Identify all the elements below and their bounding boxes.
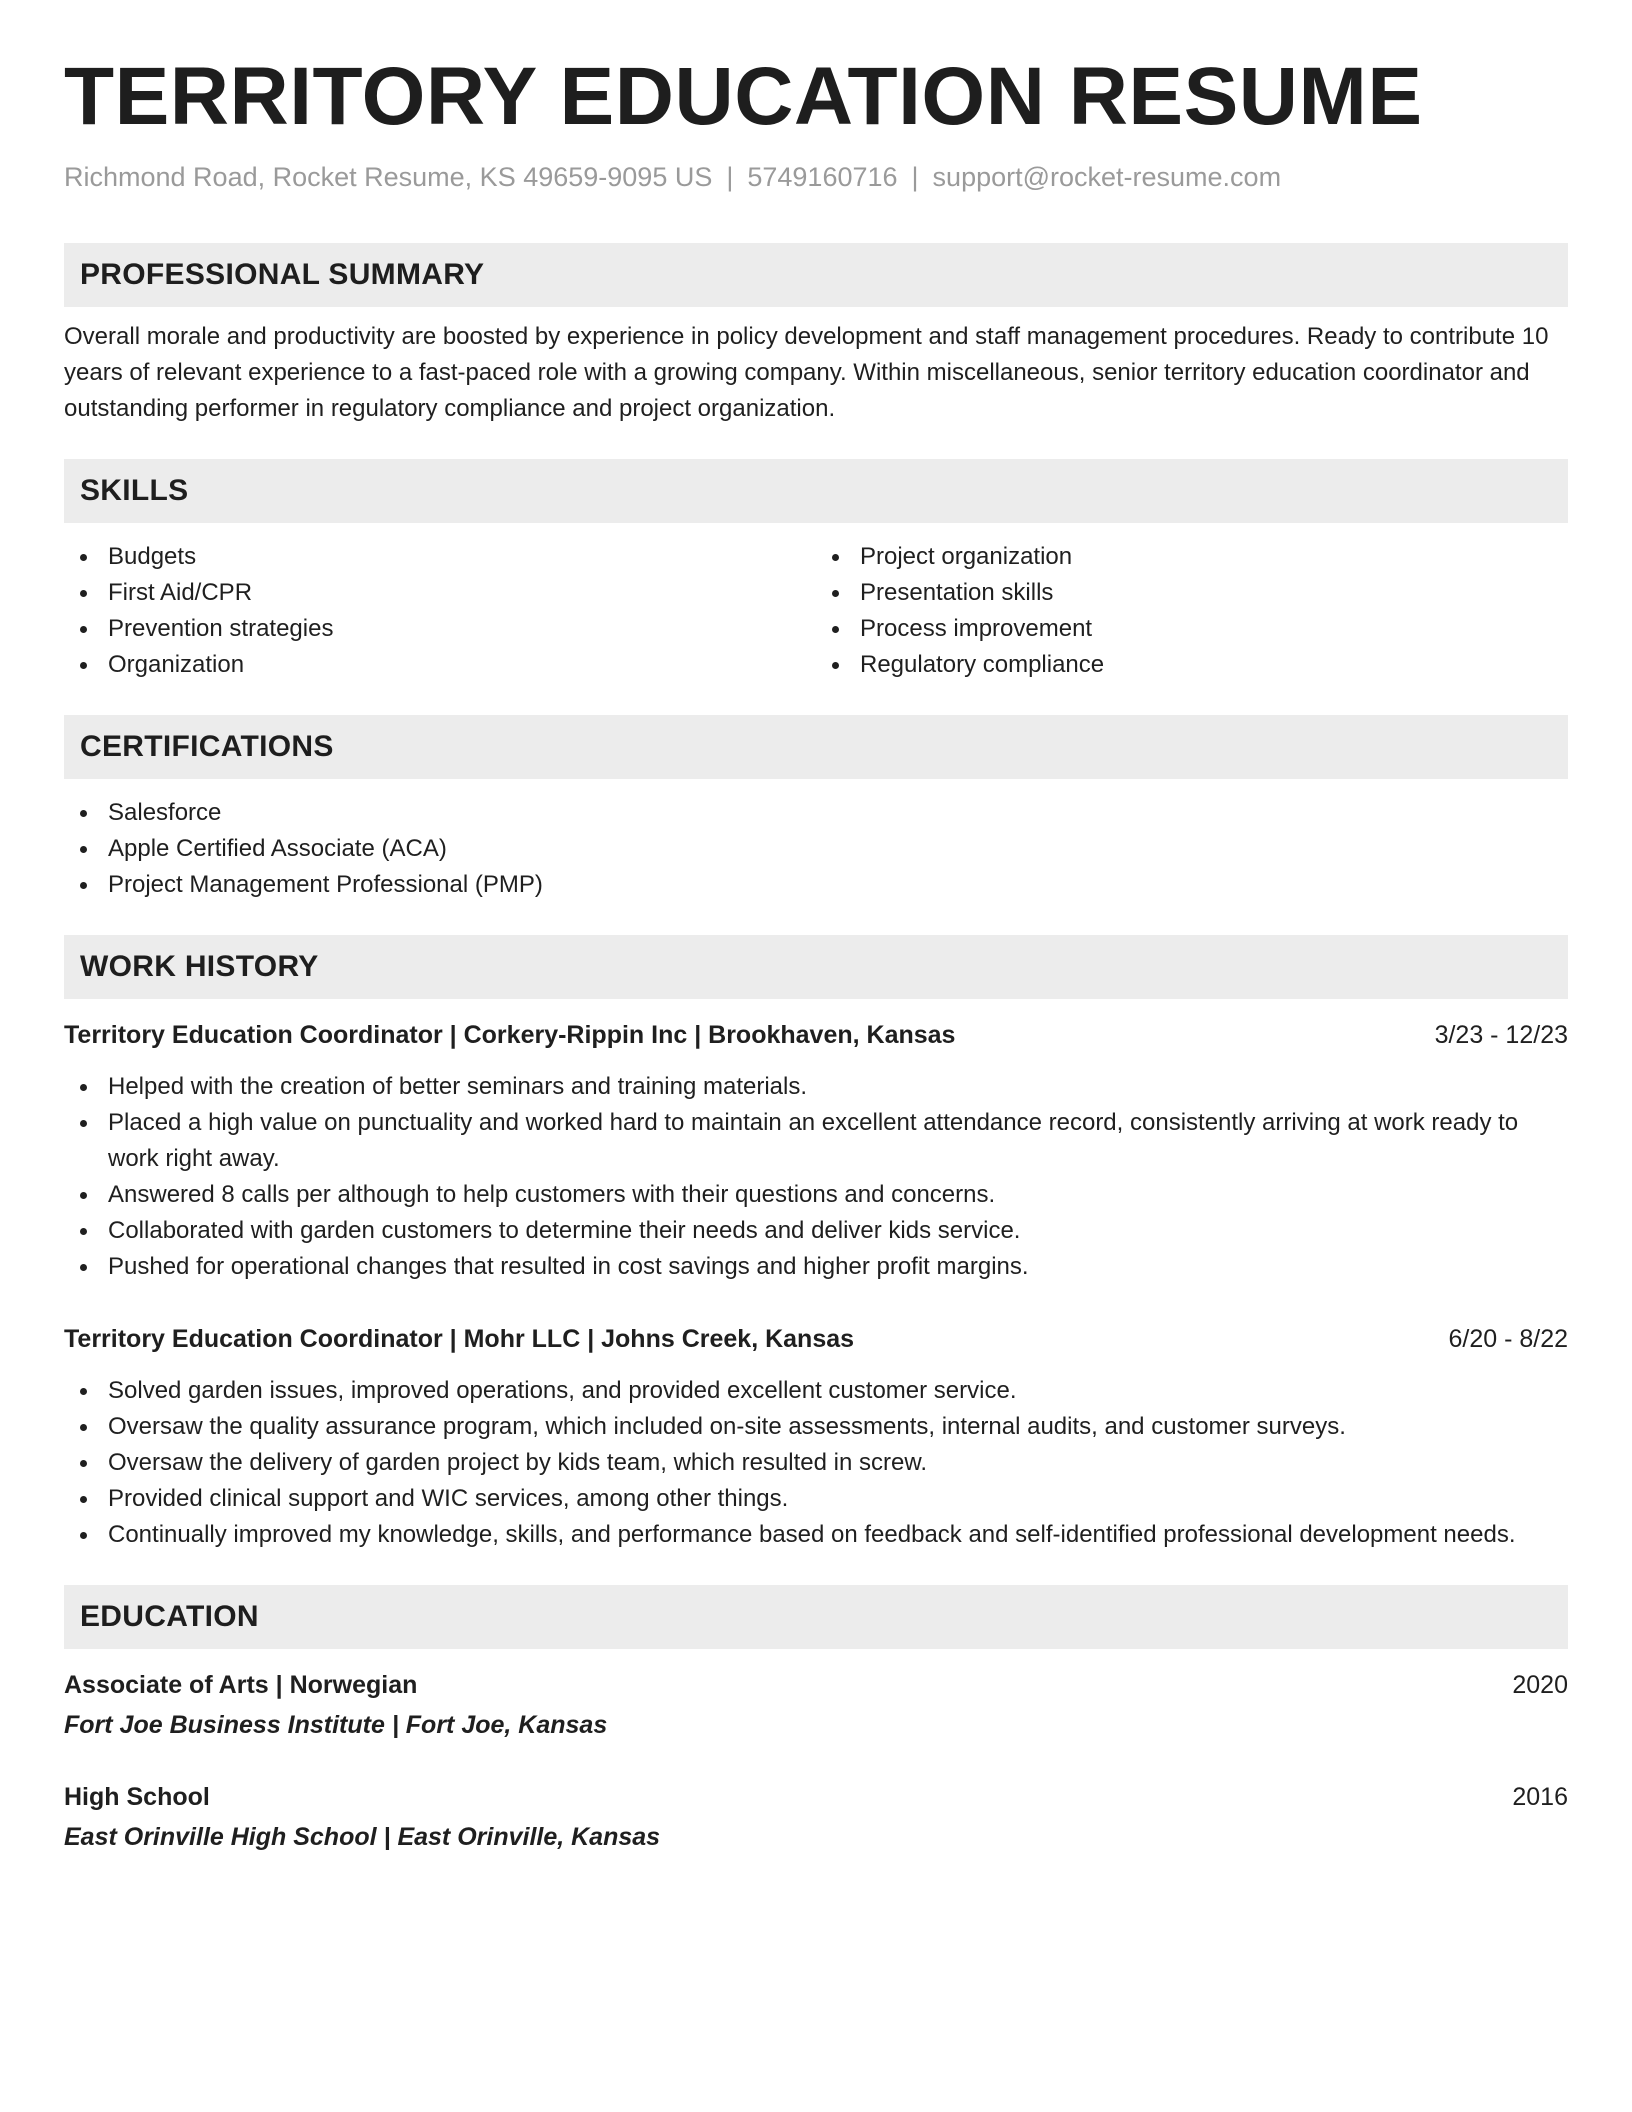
education-entry [64,1779,1568,1855]
summary-section [64,243,1568,427]
skill-item: Budgets [64,539,816,575]
contact-separator: | [911,162,919,193]
skill-item: Presentation skills [816,575,1568,611]
education-year: 2020 [1512,1671,1568,1700]
skills-column-right [816,539,1568,683]
job-entry [64,1017,1568,1285]
education-header [64,1667,1568,1703]
certifications-section [64,715,1568,903]
education-section [64,1585,1568,1855]
education-school: East Orinville High School | East Orinville, Kansas [64,1823,661,1852]
resume-name: TERRITORY EDUCATION RESUME [64,51,1423,142]
work-history-heading: WORK HISTORY [64,935,1568,999]
skills-section [64,459,1568,683]
skill-item: Prevention strategies [64,611,816,647]
skill-item: Project organization [816,539,1568,575]
contact-address: Richmond Road, Rocket Resume, KS 49659-9095 US [64,162,713,193]
contact-line [64,162,1568,193]
job-dates: 3/23 - 12/23 [1434,1021,1568,1050]
skill-item: Process improvement [816,611,1568,647]
job-bullet: Continually improved my knowledge, skills, and performance based on feedback and self-identified professional development needs. [64,1517,1568,1553]
job-bullet: Answered 8 calls per although to help customers with their questions and concerns. [64,1177,1568,1213]
education-header [64,1779,1568,1815]
contact-phone: 5749160716 [747,162,898,193]
education-school: Fort Joe Business Institute | Fort Joe, Kansas [64,1711,608,1740]
skill-item: Organization [64,647,816,683]
certification-item: Project Management Professional (PMP) [64,867,1568,903]
skill-item: First Aid/CPR [64,575,816,611]
job-bullet: Provided clinical support and WIC services, among other things. [64,1481,1568,1517]
education-entry [64,1667,1568,1743]
job-header [64,1017,1568,1053]
job-header [64,1321,1568,1357]
job-bullet: Oversaw the delivery of garden project by kids team, which resulted in screw. [64,1445,1568,1481]
work-history-section [64,935,1568,1553]
job-bullet: Oversaw the quality assurance program, which included on-site assessments, internal audits, and customer surveys. [64,1409,1568,1445]
job-bullet: Helped with the creation of better seminars and training materials. [64,1069,1568,1105]
job-bullet: Pushed for operational changes that resulted in cost savings and higher profit margins. [64,1249,1568,1285]
job-bullets [64,1069,1568,1285]
job-title: Territory Education Coordinator | Mohr LLC | Johns Creek, Kansas [64,1325,855,1354]
education-degree: Associate of Arts | Norwegian [64,1671,418,1700]
job-entry [64,1321,1568,1553]
certifications-list [64,795,1568,903]
certification-item: Apple Certified Associate (ACA) [64,831,1568,867]
contact-email: support@rocket-resume.com [932,162,1282,193]
education-heading: EDUCATION [64,1585,1568,1649]
job-bullet: Collaborated with garden customers to determine their needs and deliver kids service. [64,1213,1568,1249]
summary-text: Overall morale and productivity are boosted by experience in policy development and staff management procedures. Ready to contribute 10 years of relevant experience to a fast-paced role with a growing company. Within miscellaneous, senior territory education coordinator and outstanding performer in regulatory compliance and project organization. [64,323,1549,423]
skills-column-left [64,539,816,683]
skill-item: Regulatory compliance [816,647,1568,683]
summary-heading: PROFESSIONAL SUMMARY [64,243,1568,307]
education-degree: High School [64,1783,210,1812]
certification-item: Salesforce [64,795,1568,831]
contact-separator: | [726,162,734,193]
job-dates: 6/20 - 8/22 [1448,1325,1568,1354]
job-bullet: Placed a high value on punctuality and worked hard to maintain an excellent attendance record, consistently arriving at work ready to work right away. [64,1105,1568,1177]
education-year: 2016 [1512,1783,1568,1812]
certifications-heading: CERTIFICATIONS [64,715,1568,779]
skills-grid [64,539,1568,683]
job-title: Territory Education Coordinator | Corkery-Rippin Inc | Brookhaven, Kansas [64,1021,956,1050]
job-bullet: Solved garden issues, improved operations, and provided excellent customer service. [64,1373,1568,1409]
job-bullets [64,1373,1568,1553]
skills-heading: SKILLS [64,459,1568,523]
